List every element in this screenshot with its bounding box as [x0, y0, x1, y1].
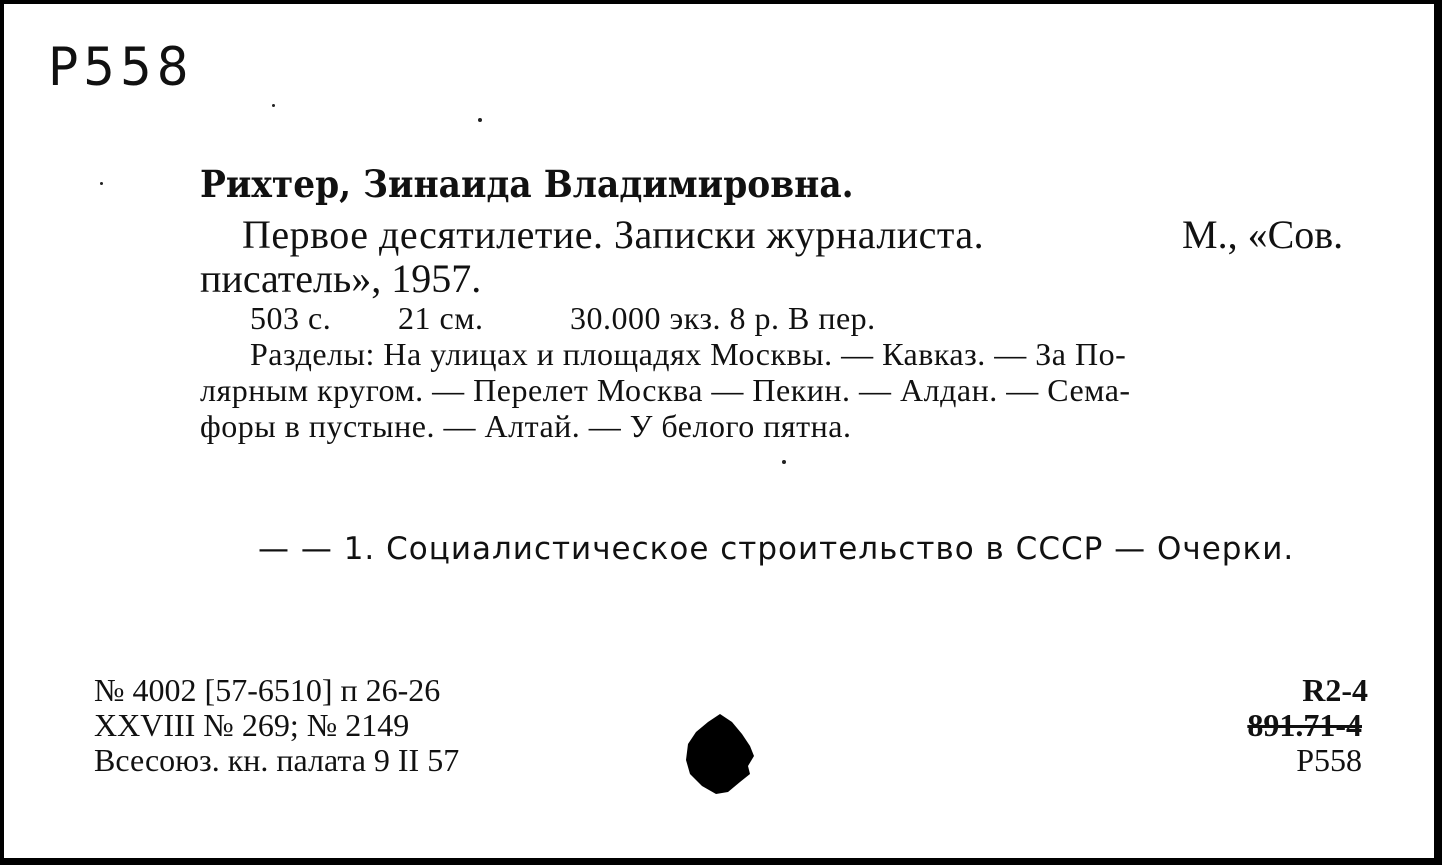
title-line-1: Первое десятилетие. Записки журналиста.	[242, 212, 985, 257]
dust-speck	[100, 182, 103, 185]
footer-chamber-date: Всесоюз. кн. палата 9 II 57	[94, 742, 460, 778]
dust-speck	[478, 118, 482, 122]
dust-speck	[272, 104, 275, 107]
footer-chronicle-number: XXVIII № 269; № 2149	[94, 707, 410, 743]
contents-line-3: форы в пустыне. — Алтай. — У белого пятна.	[200, 408, 852, 444]
footer-record-number: № 4002 [57-6510] п 26-26	[94, 672, 441, 708]
author-heading: Рихтер, Зинаида Владимировна.	[200, 162, 854, 206]
ink-blot-icon	[680, 712, 756, 796]
book-size: 21 см.	[398, 300, 484, 336]
contents-line-1: Разделы: На улицах и площадях Москвы. — Кавказ. — За По-	[250, 336, 1127, 372]
dust-speck	[782, 460, 786, 464]
classification-line-3: P558	[1296, 742, 1362, 778]
print-run-price: 30.000 экз. 8 р. В пер.	[570, 300, 876, 336]
pages-count: 503 с.	[250, 300, 332, 336]
publisher-start: М., «Сов.	[1182, 212, 1344, 257]
title-line-2: писатель», 1957.	[200, 256, 482, 301]
classification-line-2: 891.71-4	[1247, 707, 1362, 743]
handwritten-call-number: P558	[48, 36, 194, 98]
contents-line-2: лярным кругом. — Перелет Москва — Пекин. — Алдан. — Сема-	[200, 372, 1131, 408]
subject-heading: — — 1. Социалистическое строительство в СССР — Очерки.	[258, 531, 1295, 567]
classification-line-1: R2-4	[1302, 672, 1368, 708]
